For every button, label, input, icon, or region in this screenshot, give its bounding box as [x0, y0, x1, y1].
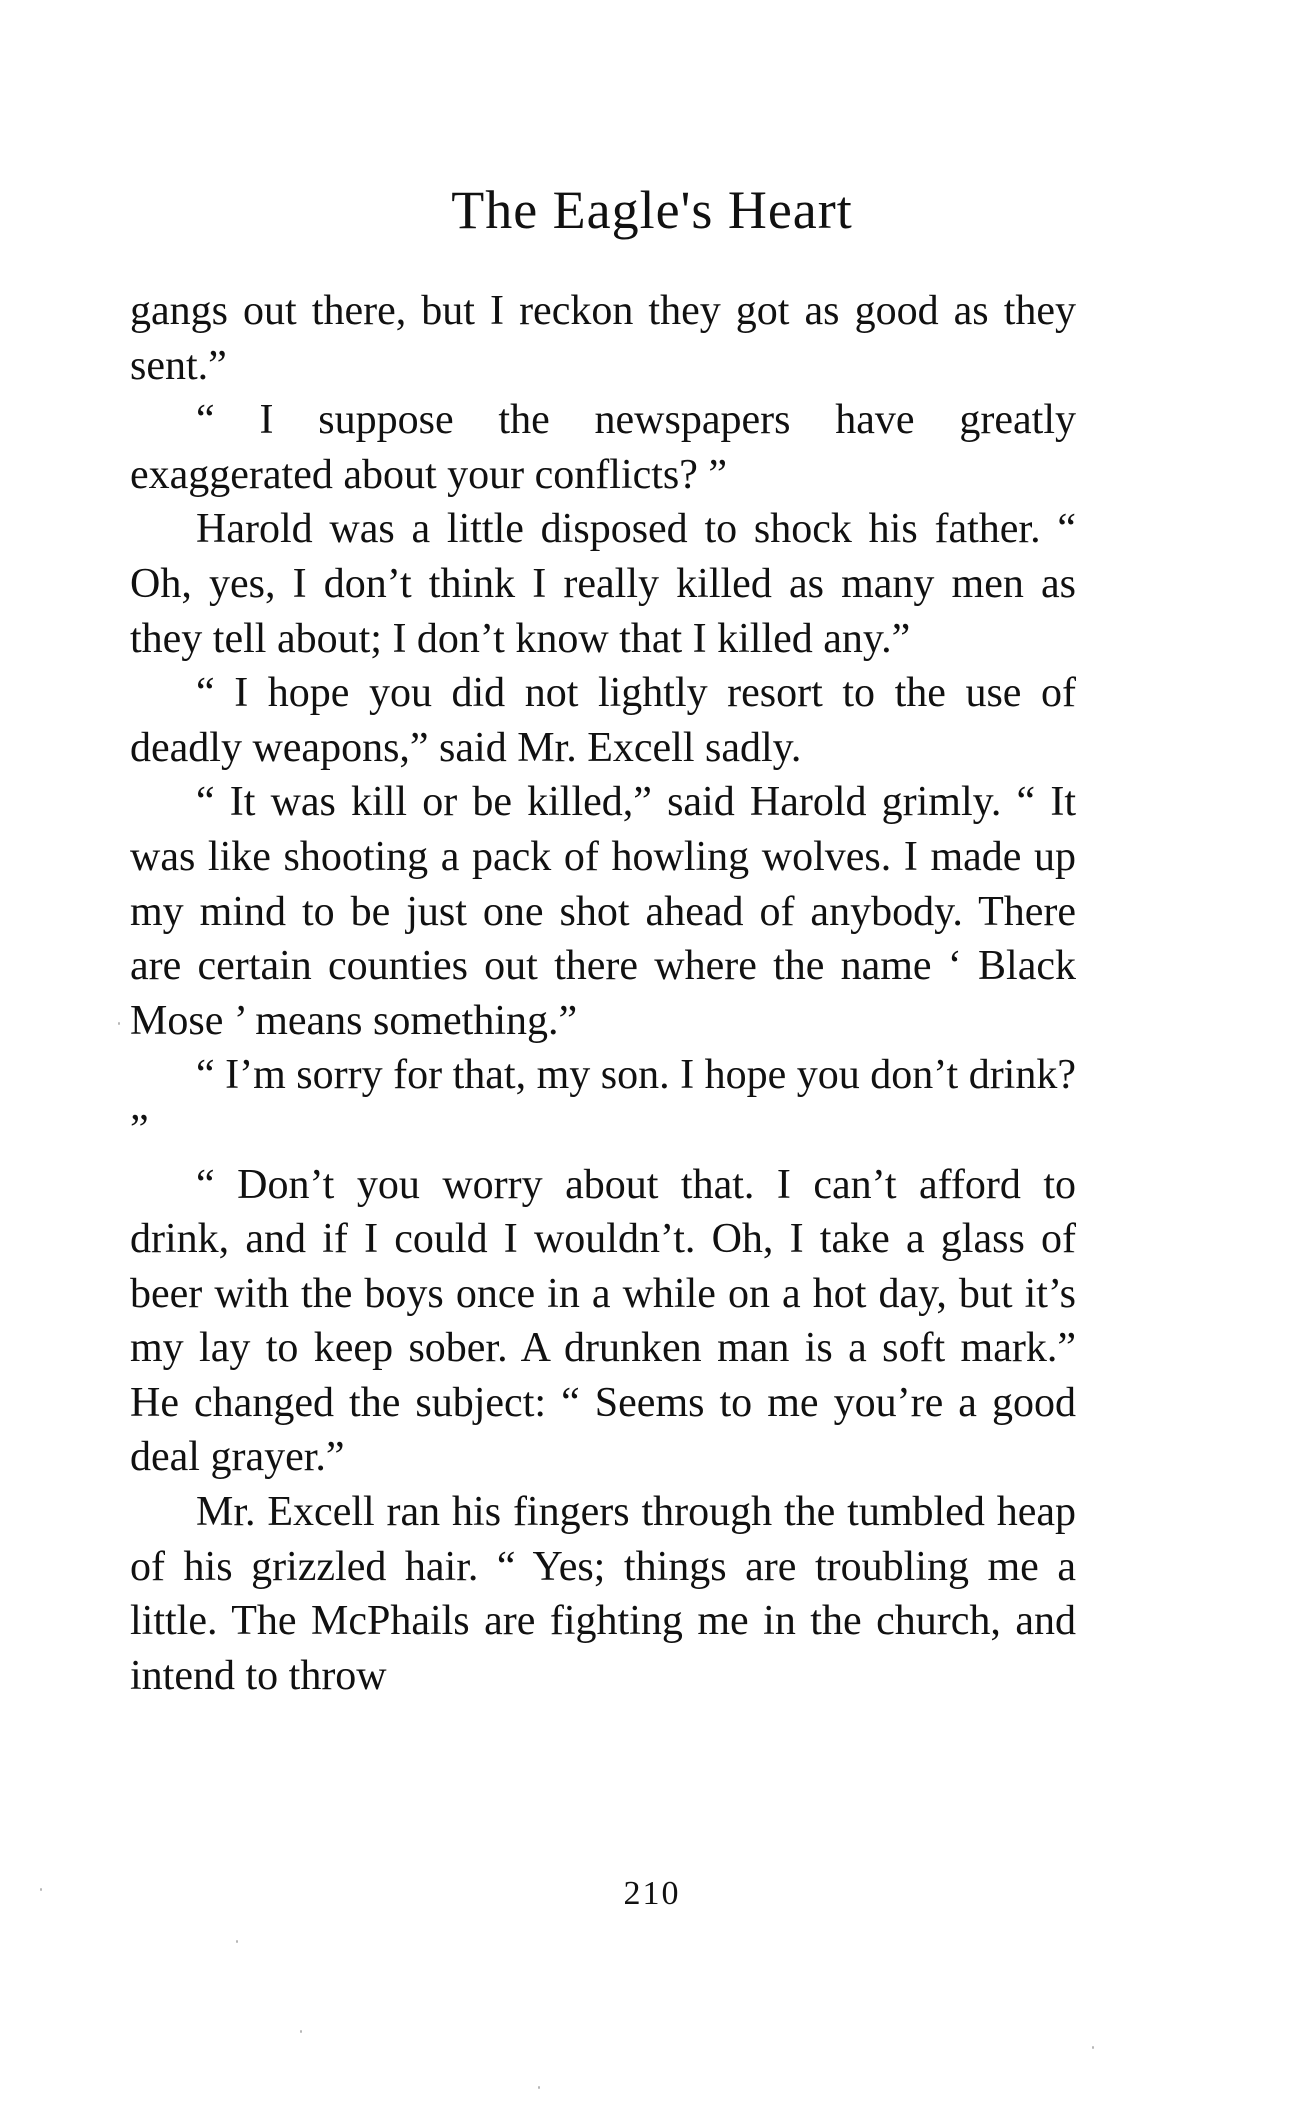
paper-speck — [118, 1022, 120, 1025]
paragraph-1: gangs out there, but I reckon they got as good as they sent.” — [130, 288, 1076, 389]
paragraph-4: “ I hope you did not lightly resort to the use of deadly weapons,” said Mr. Excell sadly. — [130, 670, 1076, 771]
paper-speck — [300, 2030, 302, 2033]
paragraph-2: “ I suppose the newspapers have greatly exaggerated about your conflicts? ” — [130, 397, 1076, 498]
paper-speck — [538, 2086, 540, 2089]
paper-speck — [40, 1888, 42, 1891]
body-text — [130, 284, 1076, 1703]
running-head: The Eagle's Heart — [451, 180, 853, 240]
paragraph-6: “ I’m sorry for that, my son. I hope you don’t drink? ” — [130, 1052, 1076, 1153]
paragraph-5: “ It was kill or be killed,” said Harold grimly. “ It was like shooting a pack of howling wolves. I made up my mind to be just one shot ahead of anybody. There are certain counties out there where the name ‘ Black Mose ’ means something.” — [130, 779, 1076, 1044]
paragraph-8: Mr. Excell ran his fingers through the tumbled heap of his grizzled hair. “ Yes; things are troubling me a little. The McPhails are fighting me in the church, and intend to throw — [130, 1489, 1076, 1699]
paragraph-3: Harold was a little disposed to shock his father. “ Oh, yes, I don’t think I really killed as many men as they tell about; I don’t know that I killed any.” — [130, 506, 1076, 662]
paper-speck — [236, 1940, 238, 1943]
page-number: 210 — [623, 1875, 681, 1912]
paragraph-7: “ Don’t you worry about that. I can’t afford to drink, and if I could I wouldn’t. Oh, I take a glass of beer with the boys once in a while on a hot day, but it’s my lay to keep sober. A drunken man is a soft mark.” He changed the subject: “ Seems to me you’re a good deal grayer.” — [130, 1161, 1076, 1481]
paper-speck — [1092, 2046, 1094, 2049]
